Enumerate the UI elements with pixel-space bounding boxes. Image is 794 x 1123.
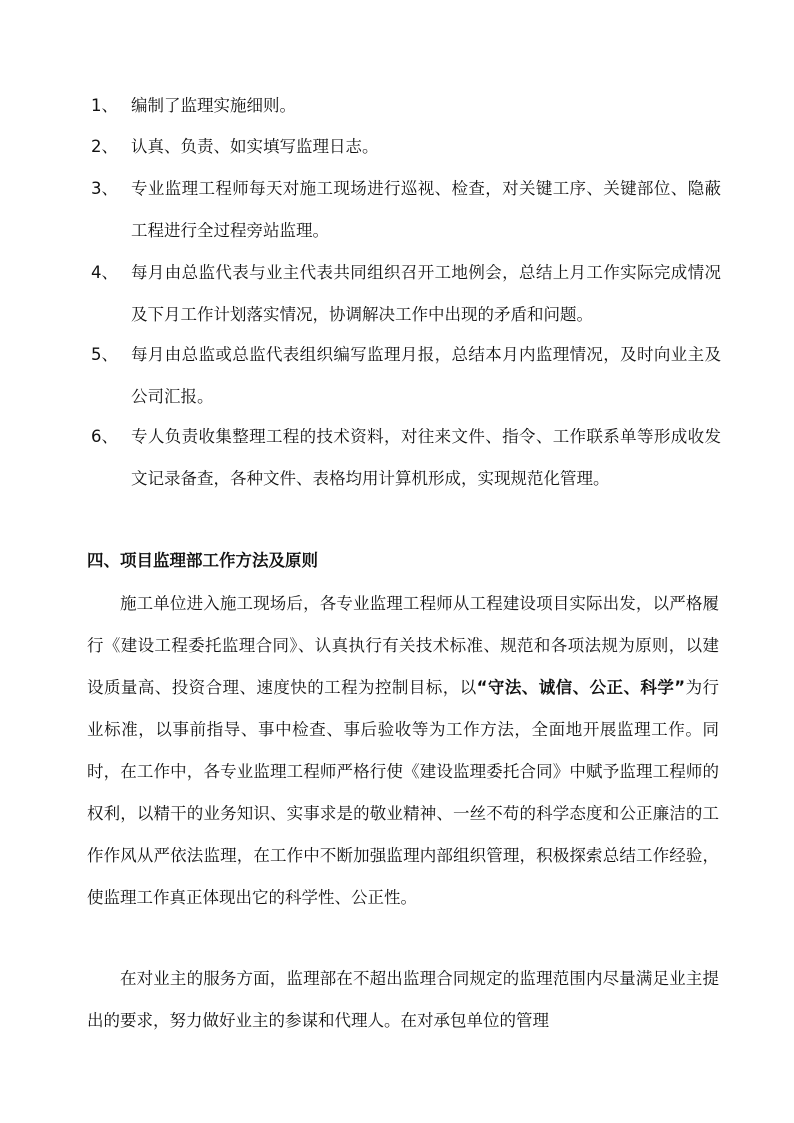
list-item-6 — [91, 416, 721, 500]
list-item-text: 编制了监理实施细则。 — [131, 96, 296, 115]
paragraph-text: 施工单位进入施工现场后，各专业监理工程师从工程建设项目实际出发，以严格履行《建设工程委托监理合同》、认真执行有关技术标准、规范和各项法规为原则，以建设质量高、投资合理、速度快的工程为控制目标，以 — [87, 594, 719, 697]
list-item-number: 4、 — [91, 263, 118, 282]
list-item-number: 3、 — [91, 179, 118, 198]
list-item-number: 2、 — [91, 137, 118, 156]
list-item-number: 1、 — [91, 96, 118, 115]
list-item-text: 每月由总监或总监代表组织编写监理月报，总结本月内监理情况，及时向业主及公司汇报。 — [131, 345, 721, 406]
list-item-4 — [91, 252, 721, 336]
paragraph-text: 为行业标准，以事前指导、事中检查、事后验收等为工作方法，全面地开展监理工作。同时，在工作中，各专业监理工程师严格行使《建设监理委托合同》中赋予监理工程师的权利，以精干的业务知识、实事求是的敬业精神、一丝不苟的科学态度和公正廉洁的工作作风从严依法监理，在工作中不断加强监理内部组织管理，积极探索总结工作经验，使监理工作真正体现出它的科学性、公正性。 — [87, 678, 720, 907]
list-item-2 — [91, 126, 721, 168]
list-item-3 — [91, 168, 721, 252]
paragraph-methods — [87, 583, 719, 919]
paragraph-owner-service: 在对业主的服务方面，监理部在不超出监理合同规定的监理范围内尽量满足业主提出的要求，努力做好业主的参谋和代理人。在对承包单位的管理 — [87, 969, 719, 1030]
list-item-number: 6、 — [91, 427, 118, 446]
list-item-number: 5、 — [91, 345, 118, 364]
list-item-1 — [91, 85, 721, 127]
list-item-text: 专人负责收集整理工程的技术资料，对往来文件、指令、工作联系单等形成收发文记录备查，各种文件、表格均用计算机形成，实现规范化管理。 — [131, 427, 721, 488]
list-item-text: 认真、负责、如实填写监理日志。 — [131, 137, 379, 156]
section-heading: 四、项目监理部工作方法及原则 — [87, 551, 318, 570]
list-item-text: 每月由总监代表与业主代表共同组织召开工地例会，总结上月工作实际完成情况及下月工作计划落实情况，协调解决工作中出现的矛盾和问题。 — [131, 263, 721, 324]
list-item-5 — [91, 334, 721, 418]
list-item-text: 专业监理工程师每天对施工现场进行巡视、检查，对关键工序、关键部位、隐蔽工程进行全过程旁站监理。 — [131, 179, 721, 240]
emphasized-quote: “守法、诚信、公正、科学” — [476, 678, 686, 697]
